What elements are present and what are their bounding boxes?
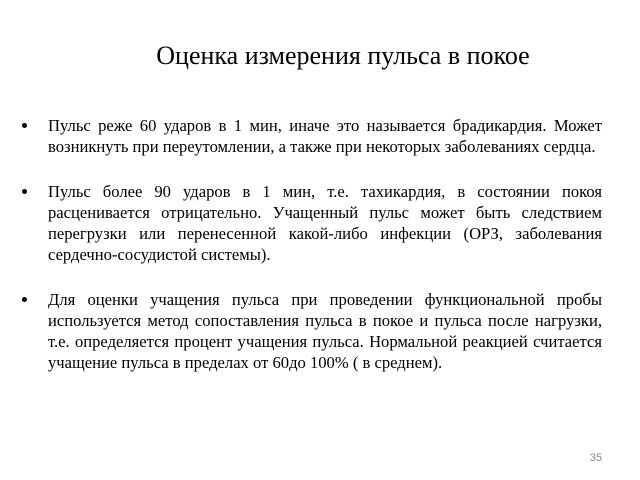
bullet-item-3 <box>22 289 602 373</box>
slide-title: Оценка измерения пульса в покое <box>156 41 530 70</box>
bullet-dot-icon <box>22 297 27 302</box>
bullet-list <box>22 115 602 373</box>
bullet-text: Пульс реже 60 ударов в 1 мин, иначе это называется брадикардия. Может возникнуть при переутомлении, а также при некоторых заболеваниях сердца. <box>48 116 602 156</box>
bullet-item-1 <box>22 115 602 157</box>
bullet-dot-icon <box>22 189 27 194</box>
bullet-text: Пульс более 90 ударов в 1 мин, т.е. тахикардия, в состоянии покоя расценивается отрицательно. Учащенный пульс может быть следствием перегрузки или перенесенной какой-либо инфекции (ОРЗ, заболевания сердечно-сосудистой системы). <box>48 182 602 264</box>
bullet-item-2 <box>22 181 602 265</box>
slide-number: 35 <box>589 452 602 464</box>
bullet-dot-icon <box>22 123 27 128</box>
bullet-text: Для оценки учащения пульса при проведении функциональной пробы используется метод сопоставления пульса в покое и пульса после нагрузки, т.е. определяется процент учащения пульса. Нормальной реакцией считается учащение пульса в пределах от 60до 100% ( в среднем). <box>48 290 602 372</box>
